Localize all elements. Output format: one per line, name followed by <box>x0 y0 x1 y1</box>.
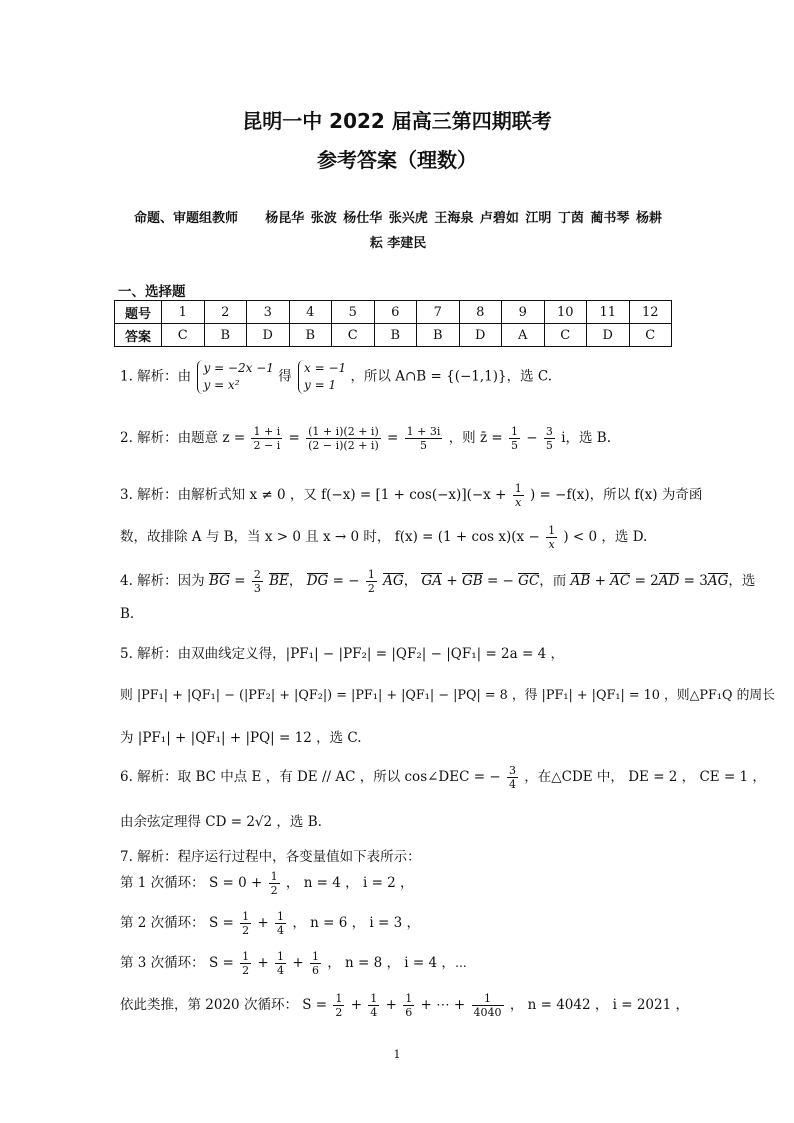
solution-6-text: 6. 解析：取 BC 中点 E ，有 DE // AC ，所以 cos∠DEC = − <box>120 769 501 785</box>
solution-3-line-1 <box>120 482 703 509</box>
equals-sign: = − <box>486 573 514 589</box>
system-eq: x = −1 <box>304 361 347 375</box>
answer-cell: B <box>289 324 332 347</box>
solution-2-prefix: 2. 解析：由题意 z = <box>120 430 246 446</box>
authors-names-continued: 耘 李建民 <box>369 236 427 251</box>
equals-sign: = <box>288 430 300 446</box>
system-eq: y = −2x −1 <box>203 361 274 375</box>
question-number: 2 <box>204 301 247 324</box>
fraction: $\frac{1}{2}$ <box>242 910 250 937</box>
solution-4-prefix: 4. 解析：因为 <box>120 573 205 589</box>
plus-sign: + <box>292 955 304 971</box>
solution-5-line-2: 则 |PF₁| + |QF₁| − (|PF₂| + |QF₂|) = |PF₁| + |QF₁| − |PQ| = 8 ，得 |PF₁| + |QF₁| = 10 ，则△PF₁Q 的周长 <box>120 688 775 703</box>
solution-5-line-1: 5. 解析：由双曲线定义得，|PF₁| − |PF₂| = |QF₂| − |QF₁| = 2a = 4 ， <box>120 646 564 662</box>
solution-7-loop-1 <box>120 870 680 897</box>
answer-table <box>114 300 672 347</box>
equals-sign: = − <box>332 573 360 589</box>
answer-cell: C <box>332 324 375 347</box>
section-heading: 一、选择题 <box>118 284 186 300</box>
plus-sign: + <box>385 997 397 1013</box>
question-number: 12 <box>629 301 672 324</box>
fraction: $\frac{3}{4}$ <box>508 764 516 791</box>
answer-cell: D <box>247 324 290 347</box>
question-number: 3 <box>247 301 290 324</box>
equals-sign: = 2 <box>634 573 659 589</box>
document-subtitle: 参考答案（理数） <box>317 148 477 172</box>
authors-label: 命题、审题组教师 <box>134 211 239 226</box>
equals-sign: = <box>234 573 246 589</box>
fraction: $\frac{1}{4040}$ <box>473 992 502 1019</box>
answer-cell: C <box>162 324 205 347</box>
authors-names: 杨昆华 张波 杨仕华 张兴虎 王海泉 卢碧如 江明 丁茵 蔺书琴 杨耕 <box>265 211 662 226</box>
fraction: $\frac{1}{2}$ <box>335 992 343 1019</box>
solution-4-line-1 <box>120 568 756 595</box>
fraction: $\frac{1}{2}$ <box>270 870 278 897</box>
solution-3-text: 3. 解析：由解析式知 x ≠ 0 ，又 f(−x) = [1 + cos(−x)](−x + <box>120 487 507 503</box>
answer-cell: A <box>502 324 545 347</box>
fraction: $\frac{1 + 3i}{5}$ <box>406 425 441 452</box>
plus-sign: + <box>257 955 269 971</box>
vector: AG <box>707 573 729 589</box>
loop-text: ， n = 4042 ， i = 2021 ， <box>509 997 689 1013</box>
solution-7-loop-general <box>120 992 689 1019</box>
question-number: 6 <box>374 301 417 324</box>
question-number: 11 <box>587 301 630 324</box>
plus-sign: + <box>350 997 362 1013</box>
fraction: $\frac{1}{4}$ <box>277 950 285 977</box>
vector: DG <box>306 573 329 589</box>
equals-sign: = 3 <box>683 573 708 589</box>
solution-1-mid: 得 <box>278 368 292 385</box>
page-number: 1 <box>393 1048 401 1061</box>
solution-6-text: ，在△CDE 中， DE = 2 ， CE = 1 ， <box>524 769 766 785</box>
equals-sign: = <box>387 430 399 446</box>
fraction: $\frac{1}{2}$ <box>367 568 375 595</box>
plus-sign: + <box>446 573 458 589</box>
fraction: $\frac{1}{x}$ <box>514 482 522 509</box>
equation-system-2 <box>298 360 346 394</box>
solution-1 <box>120 360 680 394</box>
equation-system-1 <box>197 360 273 394</box>
fraction: $\frac{1 + i}{2 - i}$ <box>253 425 281 452</box>
solution-3-text: ) = −f(x)，所以 f(x) 为奇函 <box>529 487 703 503</box>
answer-cell: B <box>204 324 247 347</box>
vector: AG <box>383 573 404 589</box>
question-number: 1 <box>162 301 205 324</box>
solution-4-tail: ，选 <box>728 573 756 589</box>
fraction: $\frac{1}{6}$ <box>311 950 319 977</box>
vector: GB <box>461 573 483 589</box>
loop-text: 第 1 次循环： S = 0 + <box>120 875 263 891</box>
fraction: $\frac{1}{4}$ <box>370 992 378 1019</box>
fraction: $\frac{3}{5}$ <box>545 425 553 452</box>
loop-text: 第 2 次循环： S = <box>120 915 234 931</box>
solution-3-text: ) < 0 ，选 D. <box>563 529 648 545</box>
answer-cell: D <box>459 324 502 347</box>
separator: ， <box>288 573 303 589</box>
solution-7-line-1: 7. 解析：程序运行过程中，各变量值如下表所示： <box>120 849 421 865</box>
question-number: 4 <box>289 301 332 324</box>
fraction: $\frac{1}{4}$ <box>277 910 285 937</box>
solution-2-tail: i，选 B. <box>561 430 612 446</box>
vector: AC <box>610 573 631 589</box>
fraction: $\frac{1}{x}$ <box>548 524 556 551</box>
solution-7-loop-2 <box>120 910 680 937</box>
question-number: 9 <box>502 301 545 324</box>
vector: AB <box>570 573 591 589</box>
answer-table-number-row <box>115 301 672 324</box>
vector: GA <box>421 573 443 589</box>
fraction: $\frac{(1 + i)(2 + i)}{(2 - i)(2 + i)}$ <box>308 425 379 452</box>
plus-sign: + <box>257 915 269 931</box>
fraction: $\frac{2}{3}$ <box>253 568 261 595</box>
plus-sign: + <box>594 573 606 589</box>
question-number: 8 <box>459 301 502 324</box>
ellipsis: + ⋯ + <box>420 997 466 1013</box>
solution-7-loop-3 <box>120 950 680 977</box>
conjunction: ，而 <box>539 573 567 589</box>
fraction: $\frac{1}{2}$ <box>242 950 250 977</box>
vector: GC <box>518 573 540 589</box>
solution-2-then: ，则 z̄ = <box>448 430 503 446</box>
loop-text: ， n = 6 ， i = 3 ， <box>292 915 420 931</box>
solution-4-line-2: B. <box>120 606 135 622</box>
loop-text: 依此类推，第 2020 次循环： S = <box>120 997 328 1013</box>
minus-sign: − <box>526 430 538 446</box>
answer-cell: C <box>629 324 672 347</box>
answer-cell: B <box>417 324 460 347</box>
solution-3-line-2 <box>120 524 680 551</box>
answer-table-answer-row <box>115 324 672 347</box>
number-row-label: 题号 <box>115 301 162 324</box>
loop-text: ， n = 8 ， i = 4 ，⋯ <box>327 955 468 971</box>
separator: ， <box>403 573 418 589</box>
solution-6-line-1 <box>120 764 766 791</box>
solution-6-line-2: 由余弦定理得 CD = 2√2 ，选 B. <box>120 814 322 830</box>
vector: BG <box>208 573 230 589</box>
answer-row-label: 答案 <box>115 324 162 347</box>
solution-3-text: 数，故排除 A 与 B，当 x > 0 且 x → 0 时， f(x) = (1 + cos x)(x − <box>120 529 540 545</box>
loop-text: ， n = 4 ， i = 2 ， <box>285 875 414 891</box>
vector: BE <box>269 573 289 589</box>
question-number: 5 <box>332 301 375 324</box>
document-title: 昆明一中 2022 届高三第四期联考 <box>242 109 552 133</box>
loop-text: 第 3 次循环： S = <box>120 955 234 971</box>
vector: AD <box>658 573 680 589</box>
answer-cell: D <box>587 324 630 347</box>
question-number: 7 <box>417 301 460 324</box>
system-eq: y = 1 <box>304 378 337 392</box>
answer-cell: B <box>374 324 417 347</box>
authors-block <box>118 206 678 256</box>
fraction: $\frac{1}{6}$ <box>405 992 413 1019</box>
solution-5-line-3: 为 |PF₁| + |QF₁| + |PQ| = 12 ，选 C. <box>120 730 362 746</box>
system-eq: y = x² <box>203 378 240 392</box>
solution-1-tail: ，所以 A∩B = {(−1,1)}，选 C. <box>350 368 553 385</box>
solution-1-prefix: 1. 解析：由 <box>120 368 192 385</box>
solution-2 <box>120 425 680 452</box>
fraction: $\frac{1}{5}$ <box>511 425 518 452</box>
answer-cell: C <box>544 324 587 347</box>
question-number: 10 <box>544 301 587 324</box>
